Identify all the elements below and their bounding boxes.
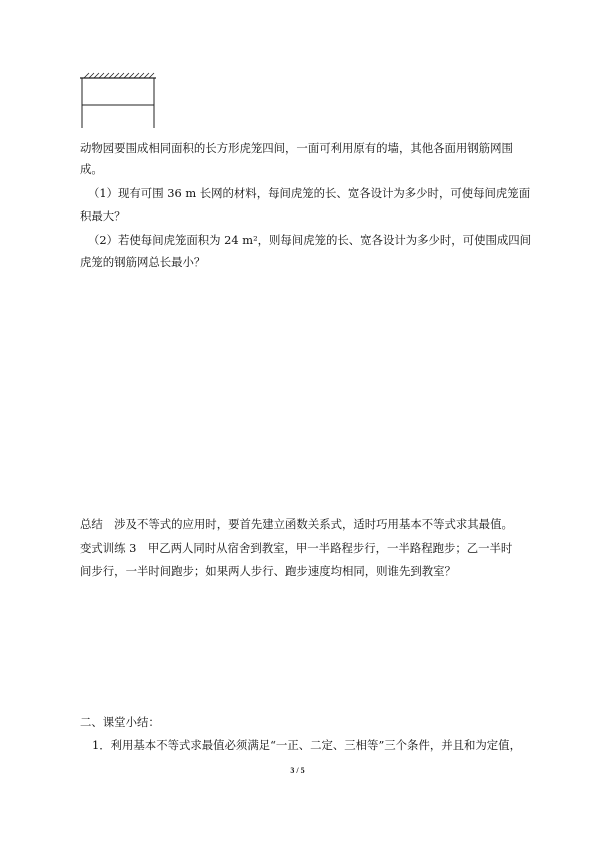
question2-line1: （2）若使每间虎笼面积为 24 m²，则每间虎笼的长、宽各设计为多少时，可使围成四间 (88, 233, 532, 247)
cage-diagram (78, 70, 168, 130)
page-number: 3 / 5 (290, 766, 305, 775)
summary-text: 总结 涉及不等式的应用时，要首先建立函数关系式，适时巧用基本不等式求其最值。 (80, 517, 513, 531)
variant-exercise-line2: 间步行，一半时间跑步；如果两人步行、跑步速度均相同，则谁先到教室？ (80, 564, 456, 578)
question2-line2: 虎笼的钢筋网总长最小？ (80, 255, 206, 269)
summary-item-1: 1．利用基本不等式求最值必须满足“一正、二定、三相等”三个条件，并且和为定值， (92, 738, 521, 752)
question1-line1: （1）现有可围 36 m 长网的材料，每间虎笼的长、宽各设计为多少时，可使每间虎笼面 (88, 186, 531, 200)
problem-intro-line2: 成。 (80, 162, 103, 176)
section-heading: 二、课堂小结： (80, 715, 160, 729)
question1-line2: 积最大？ (80, 209, 126, 223)
variant-exercise-line1: 变式训练 3 甲乙两人同时从宿舍到教室，甲一半路程步行，一半路程跑步；乙一半时 (80, 541, 513, 555)
problem-intro-line1: 动物园要围成相同面积的长方形虎笼四间，一面可利用原有的墙，其他各面用钢筋网围 (80, 141, 513, 155)
